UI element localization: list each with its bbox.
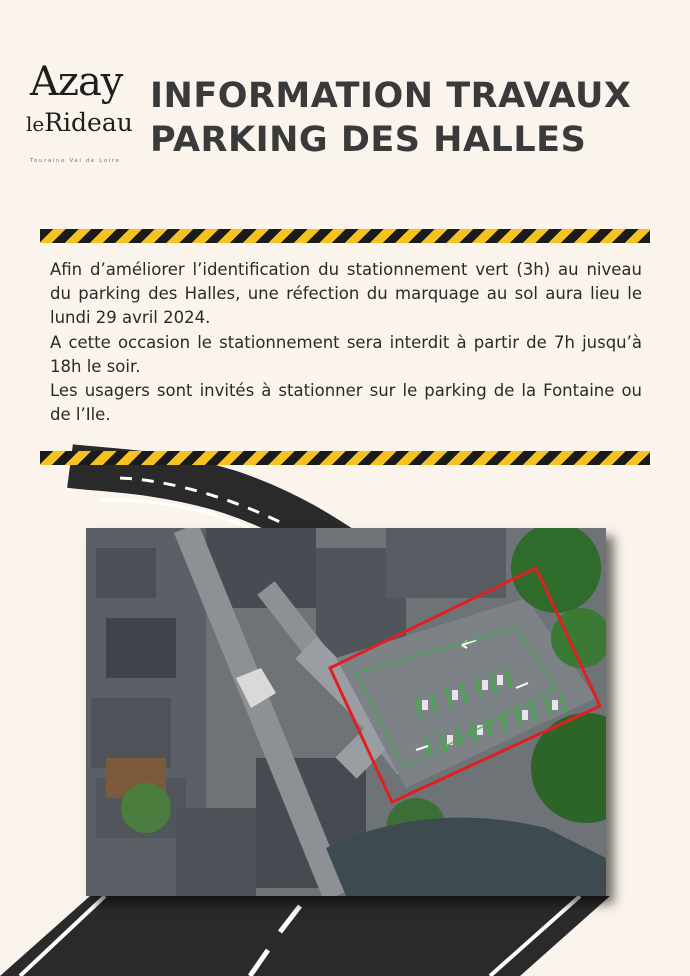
aerial-map-icon <box>86 528 606 896</box>
notice-paragraph-2: A cette occasion le stationnement sera interdit à partir de 7h jusqu’à 18h le soir. <box>50 332 642 376</box>
logo-le: le <box>26 112 45 136</box>
hazard-stripe-bottom <box>40 451 650 465</box>
notice-paragraph-1: Afin d’améliorer l’identification du stationnement vert (3h) au niveau du parking des Halles, une réfection du marquage au sol aura lieu le lundi 29 avril 2024. <box>50 260 642 328</box>
hazard-stripe-top <box>40 229 650 243</box>
title-line-2: PARKING DES HALLES <box>150 120 587 160</box>
logo-azay: Azay <box>30 59 123 105</box>
logo-tagline: Touraine Val de Loire <box>30 158 121 164</box>
logo-rideau-word: Rideau <box>44 108 133 137</box>
logo-rideau <box>26 110 133 135</box>
title-line-1: INFORMATION TRAVAUX <box>150 76 632 116</box>
notice-text <box>50 258 642 427</box>
azay-le-rideau-logo <box>24 59 144 172</box>
notice-paragraph-3: Les usagers sont invités à stationner sur le parking de la Fontaine ou de l’Ile. <box>50 381 642 425</box>
page-title <box>150 74 670 162</box>
aerial-map <box>86 528 606 896</box>
